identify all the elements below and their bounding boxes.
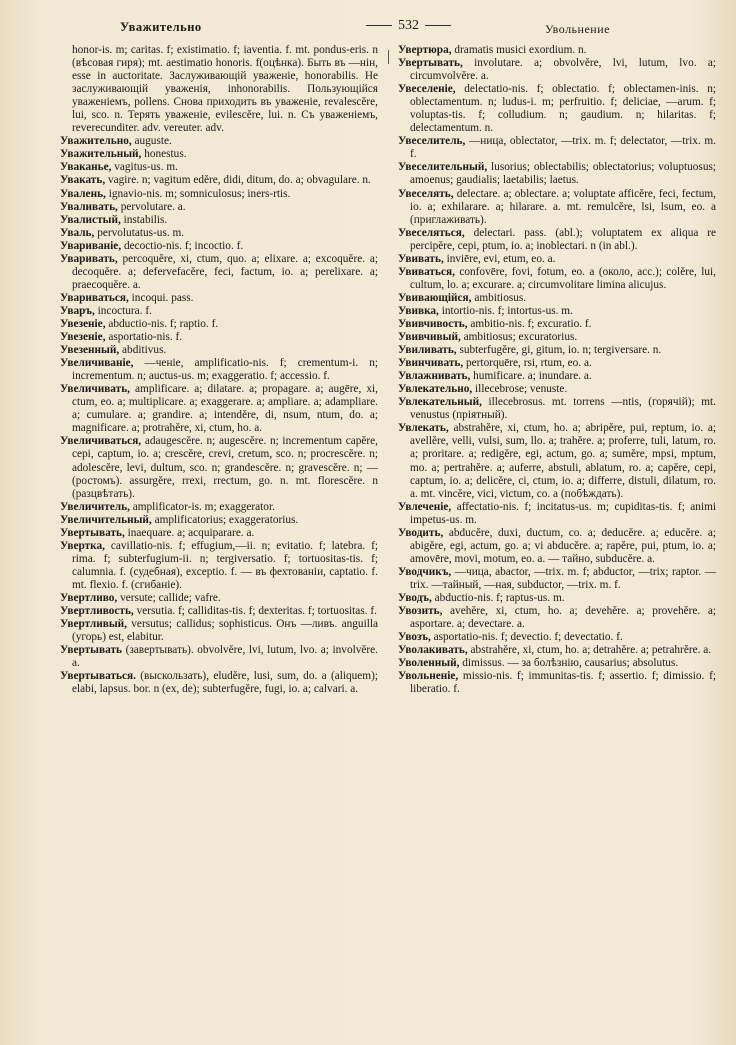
running-head-right: Увольнение: [545, 22, 610, 36]
entry-definition: adaugescĕre. n; augescĕre. n; incrementum capĕre, cepi, captum, io. a; crescĕre, crevi, cretum, sco. n; procrescĕre. n; adolescĕre, levi, dultum, sco. n; grandescĕre. n; gravescĕre. n; — (ростомъ). assurgĕre, rrexi, rrectum, go. n. mt. florescĕre. n (разцвѣтать).: [72, 435, 378, 500]
entry-headword: Увлажнивать,: [398, 370, 471, 383]
entry-headword: Увинчивать,: [398, 357, 464, 370]
entry-headword: Увеличивать,: [60, 383, 131, 396]
entry-definition: honestus.: [144, 148, 187, 161]
entry-definition: abducĕre, duxi, ductum, co. a; deducĕre. a; educĕre. a; abigĕre, egi, actum, go. a; vi abducĕre. a; rapĕre, pui, ptum, io. a; amovēre, movi, motum, eo. a. — тайно, subducĕre. a.: [410, 526, 716, 565]
entry-definition: dimissus. — за болѣзнію, causarius; absolutus.: [462, 657, 679, 670]
dictionary-entry: [60, 527, 378, 540]
dictionary-entry: [60, 592, 378, 605]
entry-headword: Уводить,: [398, 526, 444, 539]
dictionary-entry: [398, 318, 716, 331]
dictionary-entry: [398, 57, 716, 83]
entry-headword: Увиваться,: [398, 265, 455, 278]
entry-headword: Уволакивать,: [398, 644, 468, 657]
dictionary-entry: [398, 253, 716, 266]
entry-headword: Увлекательно,: [398, 383, 473, 396]
entry-definition: ambitio-nis. f; excuratio. f.: [470, 317, 592, 330]
dictionary-entry: [60, 501, 378, 514]
entry-definition: delectare. a; oblectare. a; voluptate afficĕre, feci, fectum, io. a; exhilarare. a; hilarare. a. mt. remulcĕre, lsi, lsum, eo. a (приглаживать).: [410, 187, 716, 226]
dictionary-entry: [60, 253, 378, 292]
entry-definition: versute; callide; vafre.: [120, 591, 221, 604]
dictionary-entry: [60, 435, 378, 500]
running-head-left: Уважительно: [120, 20, 202, 34]
entry-headword: Увакать,: [60, 174, 106, 187]
entry-headword: Увертливо,: [60, 591, 118, 604]
entry-definition: asportatio-nis. f.: [108, 331, 183, 344]
dictionary-entry: [60, 214, 378, 227]
entry-definition: asportatio-nis. f; devectio. f; devectatio. f.: [433, 631, 623, 644]
entry-definition: versutus; callidus; sophisticus. Онъ —ливъ. anguilla (угорь) est, elabitur.: [72, 618, 378, 644]
entry-headword: Увлекательный,: [398, 396, 482, 409]
entry-definition: illecebrose; venuste.: [475, 383, 568, 396]
entry-headword: Уважительно,: [60, 135, 132, 148]
entry-definition: —чица, abactor, —trix. m. f; abductor, —trix; raptor. —trix. —тайный, —ная, subductor, —trix. m. f.: [410, 565, 716, 591]
entry-headword: Уводчикъ,: [398, 565, 452, 578]
entry-definition: decoctio-nis. f; incoctio. f.: [123, 239, 244, 252]
dictionary-entry: [60, 148, 378, 161]
entry-definition: (выскользать), eludĕre, lusi, sum, do. a (aliquem); elabi, lapsus. bor. n (ex, de); subterfugĕre, fugi, io. a; calvari. a.: [72, 670, 378, 696]
dictionary-entry: [398, 357, 716, 370]
entry-headword: Увалень,: [60, 187, 106, 200]
dictionary-entry: [60, 161, 378, 174]
dictionary-entry: [60, 357, 378, 383]
dictionary-entry: [60, 644, 378, 670]
entry-definition: delectari. pass. (abl.); voluptatem ex aliqua re percipĕre, cepi, ptum, io. a; inoblectari. n (in abl.).: [410, 226, 716, 252]
dictionary-entry: [398, 331, 716, 344]
entry-headword: Увеличиваніе,: [60, 357, 134, 370]
dictionary-entry: [60, 605, 378, 618]
entry-definition: amplificatorius; exaggeratorius.: [154, 513, 299, 526]
entry-headword: Увалистый,: [60, 213, 121, 226]
column-divider: [388, 50, 389, 64]
entry-headword: Увольненіе,: [398, 670, 459, 683]
dictionary-entry: [60, 188, 378, 201]
entry-definition: inviēre, evi, etum, eo. a.: [446, 252, 556, 265]
dictionary-entry: [60, 383, 378, 435]
entry-definition: humificare. a; inundare. a.: [473, 370, 592, 383]
entry-definition: subterfugĕre, gi, gitum, io. n; tergiversare. n.: [459, 344, 662, 357]
entry-definition: affectatio-nis. f; incitatus-us. m; cupiditas-tis. f; animi impetus-us. m.: [410, 500, 716, 526]
dictionary-entry: [60, 44, 378, 135]
entry-headword: Уваль,: [60, 226, 95, 239]
dictionary-entry: [398, 631, 716, 644]
entry-headword: Уволенный,: [398, 657, 460, 670]
entry-headword: Уводъ,: [398, 591, 432, 604]
entry-definition: vagire. n; vagitum edĕre, didi, ditum, do. a; obvagulare. n.: [107, 174, 371, 187]
entry-definition: amplificator-is. m; exaggerator.: [132, 500, 275, 513]
entry-headword: Увеселительный,: [398, 161, 488, 174]
entry-definition: lusorius; oblectabilis; oblectatorius; voluptuosus; amoenus; gaudialis; laetabilis; laetus.: [410, 161, 716, 187]
entry-headword: Увивчивый,: [398, 331, 461, 344]
entry-definition: dramatis musici exordium. n.: [454, 44, 587, 56]
dictionary-entry: [60, 514, 378, 527]
entry-headword: Увеселять,: [398, 187, 454, 200]
entry-headword: Увезеніе,: [60, 317, 106, 330]
dictionary-entry: [398, 135, 716, 161]
entry-definition: pertorquēre, rsi, rtum, eo. a.: [466, 357, 592, 370]
dictionary-entry: [398, 266, 716, 292]
dictionary-entry: [398, 44, 716, 57]
dictionary-entry: [398, 670, 716, 696]
entry-definition: incoctura. f.: [97, 304, 152, 317]
entry-headword: Увертка,: [60, 539, 105, 552]
entry-definition: inaequare. a; acquiparare. a.: [127, 526, 255, 539]
page-number: 532: [360, 18, 457, 34]
entry-definition: avehĕre, xi, ctum, ho. a; devehĕre. a; provehĕre. a; asportare. a; devectare. a.: [410, 605, 716, 631]
entry-definition: pervolutare. a.: [120, 200, 186, 213]
dictionary-entry: [398, 644, 716, 657]
dictionary-entry: [398, 227, 716, 253]
entry-headword: Уважительный,: [60, 148, 142, 161]
entry-headword: Увиливать,: [398, 344, 457, 357]
entry-headword: Увеселеніе,: [398, 83, 456, 96]
entry-headword: Увариваться,: [60, 291, 129, 304]
entry-headword: Увертывать,: [398, 57, 463, 70]
page-header: [60, 18, 700, 40]
entry-definition: (завертывать). obvolvĕre, lvi, lutum, lvo. a; involvĕre. a.: [72, 644, 378, 670]
entry-headword: Увеселитель,: [398, 135, 466, 148]
dictionary-entry: [398, 527, 716, 566]
dictionary-entry: [60, 227, 378, 240]
dictionary-entry: [60, 174, 378, 187]
entry-definition: vagitus-us. m.: [114, 161, 178, 174]
entry-definition: —ница, oblectator, —trix. m. f; delectator, —trix. m. f.: [410, 135, 716, 161]
dictionary-entry: [398, 396, 716, 422]
entry-headword: Увеличитель,: [60, 500, 130, 513]
entry-definition: confovēre, fovi, fotum, eo. a (около, acc.); colĕre, lui, cultum, lo. a; excurare. a; circumvolitare limina alicujus.: [410, 265, 716, 291]
entry-headword: Уваливать,: [60, 200, 118, 213]
dictionary-entry: [398, 344, 716, 357]
entry-definition: —ченіе, amplificatio-nis. f; crementum-i. n; incrementum. n; auctus-us. m; exaggeratio. f; accessio. f.: [72, 357, 378, 383]
entry-definition: ignavio-nis. m; somniculosus; iners-rtis.: [108, 187, 291, 200]
entry-definition: abstrahĕre, xi, ctum, ho. a; detrahĕre. a; petrahrĕre. a.: [470, 644, 712, 657]
right-column: [398, 44, 716, 1029]
entry-headword: Увлекать,: [398, 422, 449, 435]
dictionary-entry: [60, 305, 378, 318]
dictionary-entry: [398, 592, 716, 605]
dictionary-entry: [398, 161, 716, 187]
dictionary-entry: [60, 540, 378, 592]
dictionary-entry: [398, 383, 716, 396]
entry-definition: intortio-nis. f; intortus-us. m.: [441, 304, 573, 317]
dictionary-entry: [60, 240, 378, 253]
entry-headword: Уваканье,: [60, 161, 112, 174]
entry-definition: auguste.: [134, 135, 172, 148]
left-column: [60, 44, 378, 1029]
entry-headword: Увертываться.: [60, 670, 136, 683]
entry-definition: cavillatio-nis. f; effugium,—ii. n; evitatio. f; latebra. f; rima. f; subterfugium-ii. n; tergiversatio. f; tortuositas-tis. f; calumnia. f. (судебная), exceptio. f. — въ фехтованіи, captatio. f. mt. flexio. f. (сгибаніе).: [72, 539, 378, 591]
entry-headword: Увивчивость,: [398, 317, 468, 330]
entry-definition: versutia. f; calliditas-tis. f; dexteritas. f; tortuositas. f.: [136, 605, 377, 618]
dictionary-entry: [398, 501, 716, 527]
dictionary-entry: [398, 370, 716, 383]
dictionary-entry: [398, 83, 716, 135]
dictionary-entry: [398, 605, 716, 631]
entry-headword: Уваривать,: [60, 252, 118, 265]
dictionary-entry: [398, 566, 716, 592]
dictionary-entry: [398, 188, 716, 227]
entry-definition: delectatio-nis. f; oblectatio. f; oblectamen-inis. n; oblectamentum. n; ludus-i. m; perfruitio. f; deliciae, —arum. f; voluptas-tis. f; colludium. n; gaudium. n; hilaritas. f; delectamentum. n.: [410, 83, 716, 135]
entry-headword: Увертливый,: [60, 618, 127, 631]
entry-headword: Увивающійся,: [398, 291, 472, 304]
entry-headword: Увозъ,: [398, 631, 431, 644]
entry-headword: Увариваніе,: [60, 239, 122, 252]
entry-definition: amplificare. a; dilatare. a; propagare. a; augēre, xi, ctum, eo. a; multiplicare. a; exaggerare. a; ampliare. a; adampliare. a; cumulare. a; grandire. a; intendĕre, di, nsum, ntum, do. a; magnificare. a; protrahĕre, xi, ctum, ho. a.: [72, 383, 378, 435]
entry-headword: Увеличительный,: [60, 513, 152, 526]
entry-headword: Увивать,: [398, 252, 444, 265]
dictionary-entry: [398, 422, 716, 500]
dictionary-entry: [60, 135, 378, 148]
entry-definition: abductio-nis. f; raptus-us. m.: [434, 591, 565, 604]
entry-definition: instabilis.: [123, 213, 168, 226]
dictionary-entry: [60, 292, 378, 305]
entry-headword: Увивка,: [398, 304, 439, 317]
entry-headword: Увезеніе,: [60, 331, 106, 344]
dictionary-entry: [60, 318, 378, 331]
entry-definition: pervolutatus-us. m.: [97, 226, 185, 239]
entry-definition: missio-nis. f; immunitas-tis. f; assertio. f; dimissio. f; liberatio. f.: [410, 670, 716, 696]
entry-definition: involutare. a; obvolvĕre, lvi, lutum, lvo. a; circumvolvĕre. a.: [410, 57, 716, 83]
entry-headword: Увертывать: [60, 644, 122, 657]
entry-definition: ambitiosus.: [474, 291, 527, 304]
entry-definition: abductio-nis. f; raptio. f.: [108, 317, 219, 330]
dictionary-entry: [60, 331, 378, 344]
entry-headword: Увезенный,: [60, 344, 120, 357]
dictionary-entry: [60, 618, 378, 644]
entry-definition: ambitiosus; excuratorius.: [463, 331, 578, 344]
dictionary-entry: [60, 670, 378, 696]
entry-headword: Увозить,: [398, 605, 443, 618]
entry-definition: abditivus.: [122, 344, 167, 357]
dictionary-entry: [398, 305, 716, 318]
entry-headword: Увертывать,: [60, 526, 125, 539]
entry-headword: Увертливость,: [60, 605, 134, 618]
entry-definition: abstrahĕre, xi, ctum, ho. a; abripĕre, pui, reptum, io. a; avellĕre, velli, vulsi, sum, llo. a; trahĕre. a; proferre, tuli, latum, ro. a; proritare. a; redigĕre, egi, actum, go. a; sumĕre, mpsi, mptum, mo. a; pertrahĕre. a; auferre, abstuli, ablatum, ro. a; capĕre, cepi, captum, io. a; delicĕre, ci, ctum, io. a; differre, distuli, dilatum, ro. a. mt. vincĕre, vici, victum, co. a (побѣждать).: [410, 422, 716, 500]
dictionary-entry: [398, 657, 716, 670]
entry-definition: honor-is. m; caritas. f; existimatio. f; iaventia. f. mt. pondus-eris. n (вѣсовая гиря); mt. aestimatio honoris. f(оцѣнка). Быть въ —нін, esse in auctoritate. Заслуживающій уваженіе, honorabilis. Не заслуживающій уваженія, inhonorabilis. Пользующійся уваженіемъ, pollens. Снова приходить въ уваженіе, revalescĕre, lui, sco. n. Терять уваженіе, evilescĕre, lui. n. Съ уваженіемъ, reverecunditer. adv. vereuter. adv.: [72, 44, 378, 135]
dictionary-entry: [60, 201, 378, 214]
entry-headword: Увертюра,: [398, 44, 452, 56]
entry-definition: incoqui. pass.: [131, 291, 194, 304]
entry-headword: Увеселяться,: [398, 226, 465, 239]
entry-headword: Уваръ,: [60, 304, 95, 317]
dictionary-entry: [398, 292, 716, 305]
entry-headword: Увеличиваться,: [60, 435, 142, 448]
entry-definition: illecebrosus. mt. torrens —ntis, (горячій); mt. venustus (прiятный).: [410, 396, 716, 422]
entry-headword: Увлеченіе,: [398, 500, 452, 513]
entry-definition: percoquĕre, xi, ctum, quo. a; elixare. a; excoquĕre. a; decoquĕre. a; defervefacĕre, feci, factum, io. a; perelixare. a; praecoquĕre. a.: [72, 252, 378, 291]
dictionary-entry: [60, 344, 378, 357]
